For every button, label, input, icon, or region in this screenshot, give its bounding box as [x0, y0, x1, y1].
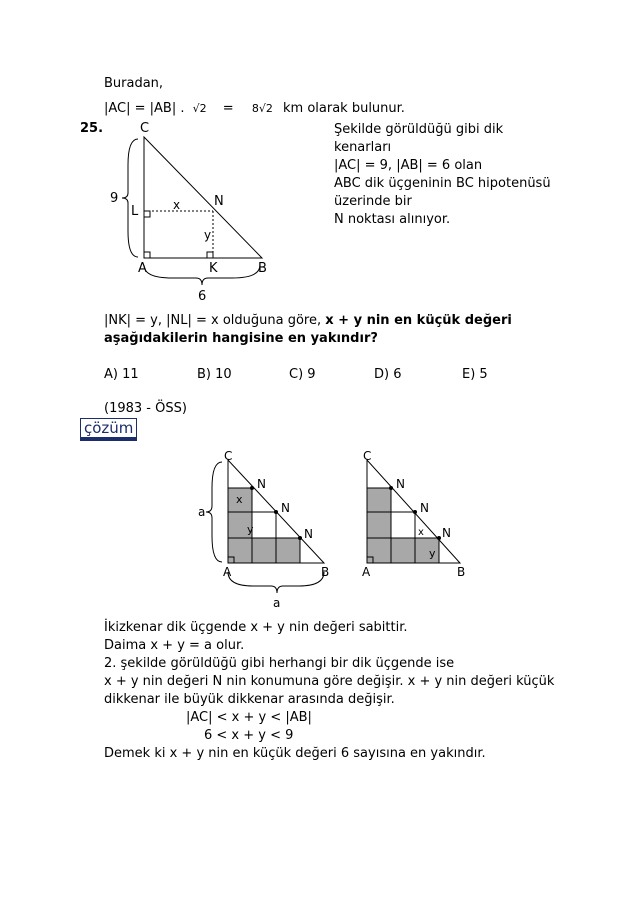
point-n — [274, 510, 278, 514]
grid-cell — [367, 488, 391, 512]
right-angle-a — [144, 252, 150, 258]
figure-1-triangle — [100, 115, 280, 310]
question-line-1 — [104, 313, 512, 328]
question-line-2: aşağıdakilerin hangisine en yakındır? — [104, 331, 378, 346]
figure-3-right-triangle — [352, 448, 482, 578]
point-n — [298, 536, 302, 540]
label-ab-length: 6 — [198, 289, 207, 304]
brace-side — [206, 462, 222, 562]
point-n — [437, 536, 441, 540]
description-line: üzerinde bir — [334, 194, 412, 209]
label-n: N — [420, 501, 429, 515]
intro-line-2-right: km olarak bulunur. — [283, 101, 405, 116]
description-line: Şekilde görüldüğü gibi dik — [334, 122, 504, 137]
figure-2-isosceles — [195, 448, 345, 613]
grid-cell — [391, 512, 415, 538]
solution-line: dikkenar ile büyük dikkenar arasında değişir. — [104, 692, 395, 707]
sqrt2-formula: √2 — [192, 102, 207, 115]
label-ac-length: 9 — [110, 191, 119, 206]
label-b: B — [258, 261, 267, 276]
label-x: x — [173, 198, 181, 212]
description-line: ABC dik üçgeninin BC hipotenüsü — [334, 176, 551, 191]
brace-ac — [122, 139, 138, 257]
grid-cell — [252, 538, 276, 563]
label-n: N — [214, 194, 224, 209]
question-bold-1: x + y nin en küçük değeri — [325, 313, 512, 328]
choice-d: D) 6 — [374, 367, 402, 382]
brace-ab — [144, 265, 260, 285]
intro-line-1: Buradan, — [104, 76, 164, 91]
description-line: kenarları — [334, 140, 392, 155]
solution-inequality-2: 6 < x + y < 9 — [204, 728, 294, 743]
label-n: N — [304, 527, 313, 541]
label-a-side: a — [198, 505, 206, 519]
eight-sqrt2-formula: 8√2 — [251, 102, 273, 115]
problem-description — [334, 121, 551, 229]
description-line: N noktası alınıyor. — [334, 212, 451, 227]
intro-line-2-left: |AC| = |AB| . — [104, 101, 185, 116]
solution-badge: çözüm — [80, 418, 137, 438]
label-c: C — [224, 449, 233, 463]
description-line: |AC| = 9, |AB| = 6 olan — [334, 158, 483, 173]
grid-cell — [252, 512, 276, 538]
label-n: N — [442, 526, 451, 540]
intro-line-2-eq: = — [222, 101, 234, 116]
intro-line-2 — [104, 101, 405, 116]
point-n — [413, 510, 417, 514]
label-n: N — [396, 477, 405, 491]
grid-cell — [367, 512, 391, 538]
choice-e: E) 5 — [462, 367, 488, 382]
point-n — [389, 486, 393, 490]
solution-line: x + y nin değeri N nin konumuna göre değişir. x + y nin değeri küçük — [104, 674, 555, 689]
choice-c: C) 9 — [289, 367, 316, 382]
solution-line: İkizkenar dik üçgende x + y nin değeri sabittir. — [104, 620, 408, 635]
solution-line: Daima x + y = a olur. — [104, 638, 245, 653]
label-a: A — [362, 565, 371, 578]
label-k: K — [209, 261, 218, 276]
label-y: y — [204, 228, 212, 242]
label-y: y — [429, 547, 436, 560]
solution-line: 2. şekilde görüldüğü gibi herhangi bir dik üçgende ise — [104, 656, 455, 671]
grid-cell — [367, 538, 391, 563]
solution-inequality-1: |AC| < x + y < |AB| — [186, 710, 312, 725]
problem-number: 25. — [80, 121, 104, 136]
label-b: B — [321, 565, 330, 579]
triangle-abc — [144, 137, 262, 258]
label-n: N — [281, 501, 290, 515]
label-y: y — [247, 523, 254, 536]
label-a: A — [138, 261, 147, 276]
label-b: B — [457, 565, 466, 578]
label-c: C — [363, 449, 372, 463]
brace-bottom — [228, 572, 324, 593]
grid-cell — [276, 538, 300, 563]
right-angle-k — [207, 252, 213, 258]
point-n — [250, 486, 254, 490]
grid-cell — [228, 538, 252, 563]
grid-cell — [391, 538, 415, 563]
choice-a: A) 11 — [104, 367, 139, 382]
right-angle-l — [144, 211, 150, 217]
label-l: L — [131, 204, 139, 219]
choice-b: B) 10 — [197, 367, 232, 382]
label-n: N — [257, 477, 266, 491]
solution-conclusion: Demek ki x + y nin en küçük değeri 6 sayısına en yakındır. — [104, 746, 486, 761]
label-x: x — [418, 527, 424, 538]
question-plain: |NK| = y, |NL| = x olduğuna göre, — [104, 313, 326, 328]
label-c: C — [140, 121, 150, 136]
label-a-bottom: a — [273, 596, 281, 610]
label-x: x — [236, 493, 243, 506]
problem-source: (1983 - ÖSS) — [104, 401, 187, 416]
label-a: A — [223, 565, 232, 579]
